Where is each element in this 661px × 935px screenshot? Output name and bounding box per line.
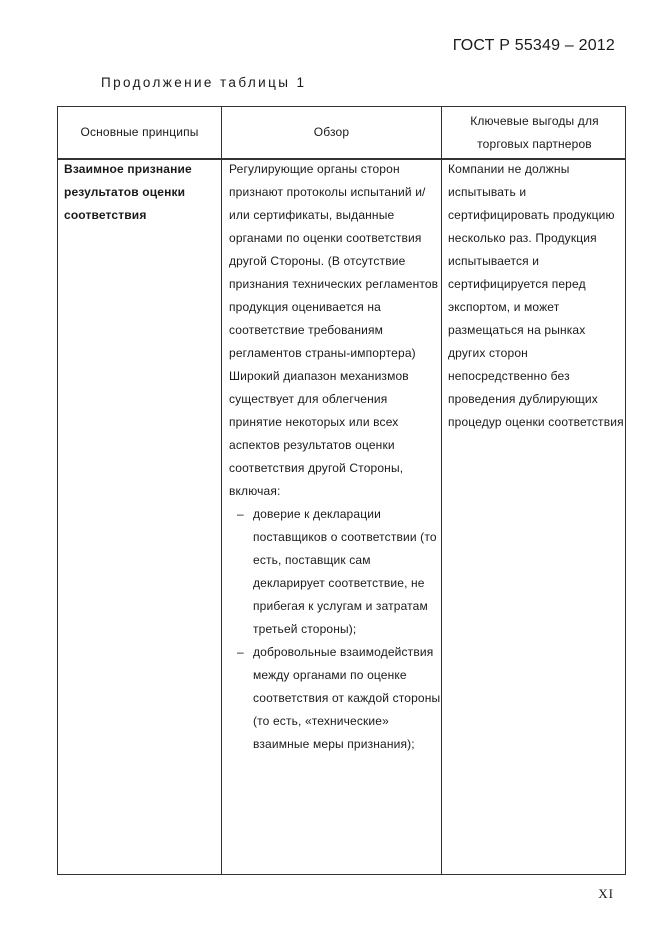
column-header-overview: Обзор (313, 125, 350, 139)
document-code: ГОСТ Р 55349 – 2012 (452, 37, 615, 54)
overview-text: Регулирующие органы сторон признают протоколы испытаний и/или сертификаты, выданные органами по оценки соответствия другой Стороны. (В отсутствие признания технических регламентов продукция оценивается на соответствие требованиям регламентов страны-импортера) Широкий диапазон механизмов существует для облегчения принятие некоторых или всех аспектов результатов оценки соответствия другой Стороны, включая: (229, 162, 439, 498)
principles-table (57, 106, 626, 875)
benefits-cell: Компании не должны испытывать и сертифицировать продукцию несколько раз. Продукция испытывается и сертифицируется перед экспортом, и может размещаться на рынках других сторон непосредственно без проведения дублирующих процедур оценки соответствия (448, 162, 624, 429)
dash-marker: – (237, 645, 244, 659)
column-header-benefits: Ключевые выгоды для торговых партнеров (470, 113, 599, 151)
overview-bullet-text: доверие к декларации поставщиков о соответствии (то есть, поставщик сам декларирует соответствие, не прибегая к услугам и затратам третьей стороны); (253, 507, 437, 636)
principle-cell: Взаимное признание результатов оценки соответствия (64, 162, 192, 222)
table-continuation-label: Продолжение таблицы 1 (101, 75, 307, 90)
dash-marker: – (237, 507, 244, 521)
overview-bullet-text: добровольные взаимодействия между органами по оценке соответствия от каждой стороны (то есть, «технические» взаимные меры признания); (253, 645, 441, 751)
column-divider (441, 107, 442, 874)
page-number: XI (598, 886, 614, 901)
column-header-principles: Основные принципы (80, 125, 199, 139)
column-divider (221, 107, 222, 874)
overview-cell (229, 158, 441, 756)
overview-bullet (229, 503, 441, 641)
overview-bullet (229, 641, 441, 756)
